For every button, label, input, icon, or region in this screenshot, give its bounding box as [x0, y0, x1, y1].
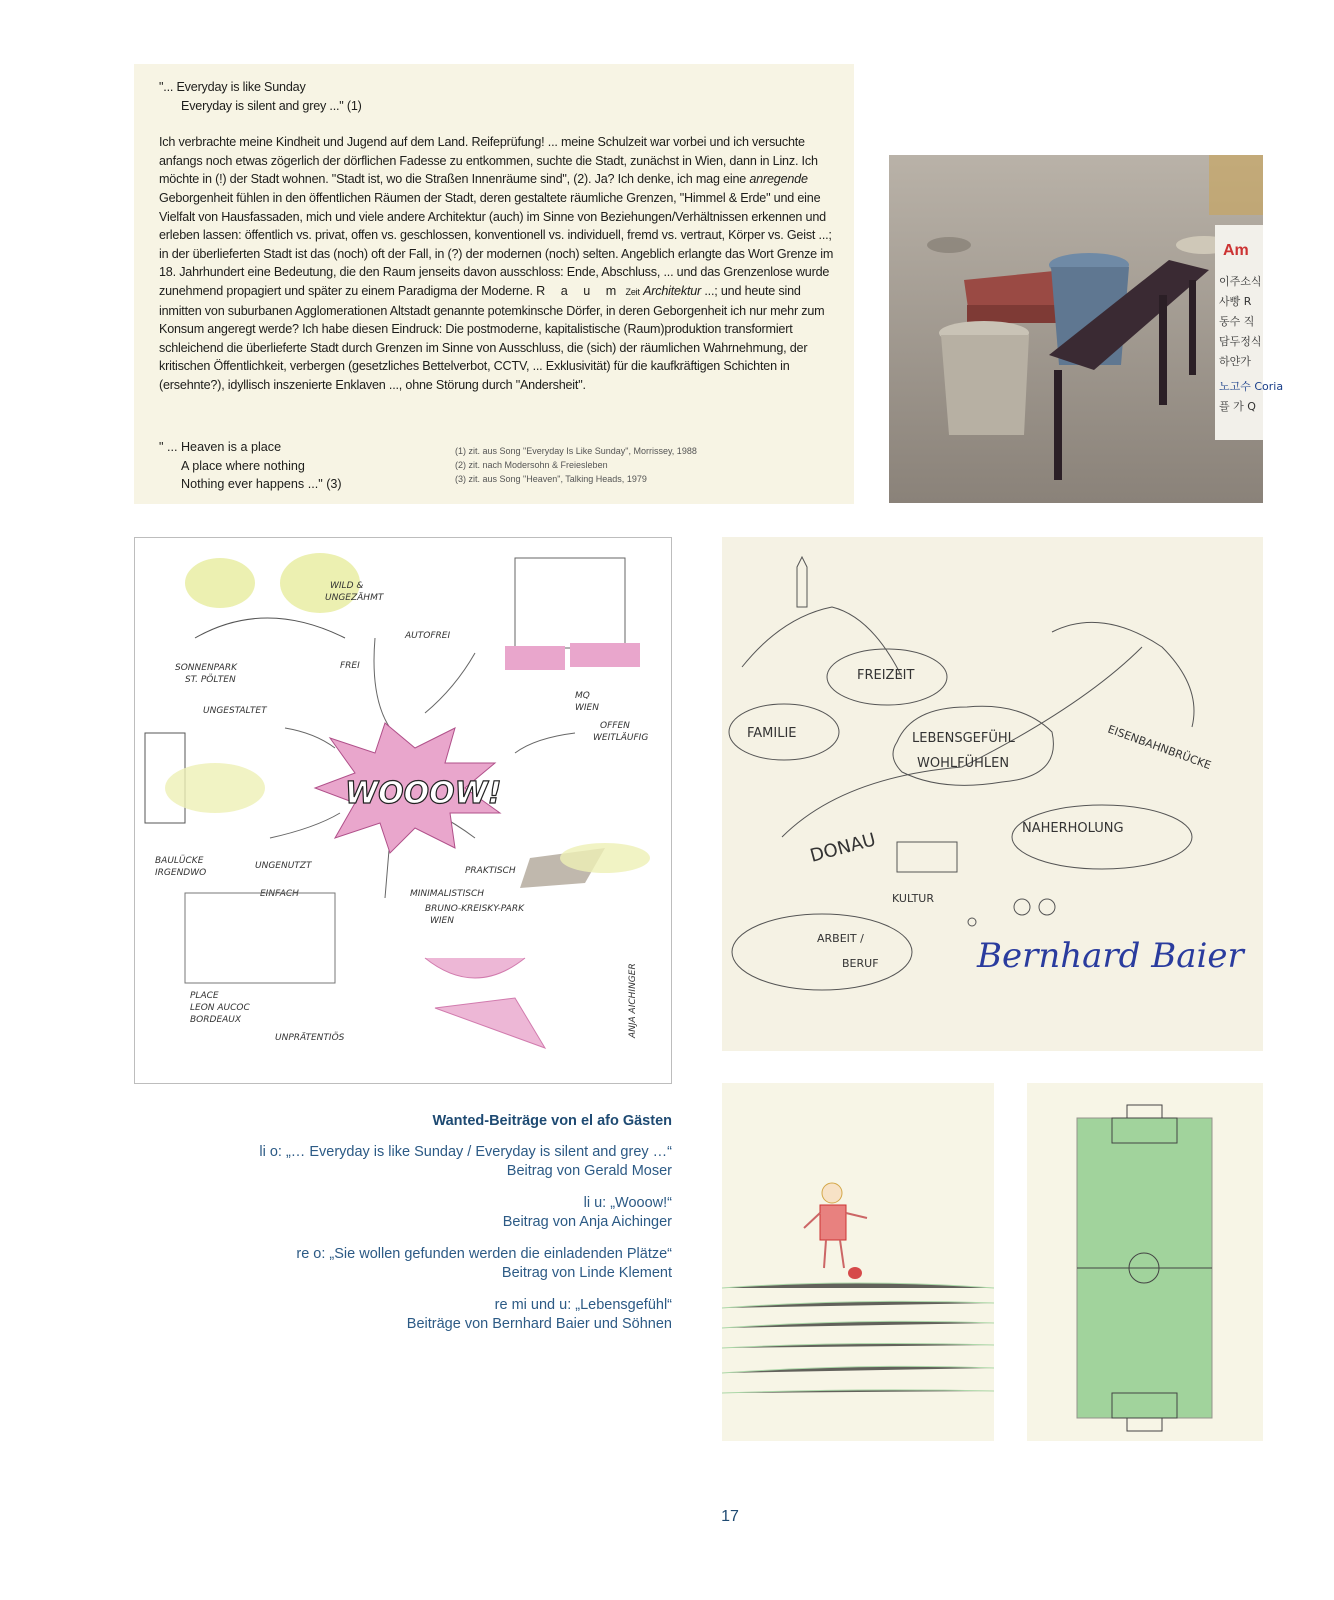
- label-einfach: EINFACH: [260, 889, 299, 899]
- essay-italic1: anregende: [749, 172, 808, 187]
- captions: [200, 1112, 672, 1347]
- label-frei: FREI: [340, 661, 360, 671]
- quote3: [159, 438, 342, 494]
- footnotes: [455, 444, 697, 486]
- captions-heading: Wanted-Beiträge von el afo Gästen: [432, 1113, 672, 1129]
- photo-sign-line: 담두정식: [1219, 335, 1262, 348]
- wooow-sketch: [134, 537, 672, 1084]
- caption-author: Beitrag von Linde Klement: [501, 1265, 672, 1281]
- label-bruno-kreisky: BRUNO-KREISKY-PARK: [425, 904, 524, 914]
- quote1-line2: Everyday is silent and grey ..." (1): [181, 98, 362, 113]
- caption-author: Beitrag von Anja Aichinger: [502, 1214, 672, 1230]
- footnote-3: (3) zit. aus Song "Heaven", Talking Heads, 1979: [455, 474, 647, 484]
- label-kultur: KULTUR: [892, 892, 934, 905]
- essay-box: [134, 64, 854, 504]
- photo-sign-line: 이주소식: [1219, 275, 1262, 288]
- essay-italic2: Architektur: [643, 283, 702, 298]
- footnote-1: (1) zit. aus Song "Everyday Is Like Sunday", Morrissey, 1988: [455, 446, 697, 456]
- child-drawing-field: [1027, 1083, 1263, 1441]
- label-weitlaeufig: WEITLÄUFIG: [593, 733, 649, 743]
- label-offen: OFFEN: [600, 721, 630, 731]
- photo-sign-line: 플 가 Q: [1219, 400, 1256, 413]
- label-wohlfuehlen: WOHLFÜHLEN: [917, 756, 1010, 771]
- essay-raum: R a u m: [536, 283, 623, 298]
- photo-sign-line: 동수 직: [1219, 315, 1255, 328]
- label-praktisch: PRAKTISCH: [465, 866, 516, 876]
- caption-author: Beitrag von Gerald Moser: [506, 1163, 672, 1179]
- wooow-text: WOOOW!: [345, 776, 502, 811]
- caption-item: [200, 1245, 672, 1284]
- photo-sign-line: 하얀가: [1219, 355, 1251, 368]
- label-wien: WIEN: [575, 703, 599, 713]
- label-wien-2: WIEN: [430, 916, 454, 926]
- label-mq: MQ: [575, 691, 590, 701]
- label-ungezaehmt: UNGEZÄHMT: [325, 593, 384, 603]
- label-ungestaltet: UNGESTALTET: [203, 706, 267, 716]
- caption-item: [200, 1296, 672, 1335]
- label-eisenbahnbruecke: EISENBAHNBRÜCKE: [1105, 722, 1213, 773]
- wooow-sketch-drawing: [135, 538, 670, 1082]
- label-anja-aichinger: ANJA AICHINGER: [628, 963, 638, 1038]
- label-familie: FAMILIE: [747, 726, 797, 741]
- label-autofrei: AUTOFREI: [405, 631, 451, 641]
- label-irgendwo: IRGENDWO: [155, 868, 207, 878]
- label-freizeit: FREIZEIT: [857, 668, 915, 683]
- essay-text: [159, 78, 834, 395]
- caption-title: li o: „… Everyday is like Sunday / Everyday is silent and grey …“: [259, 1143, 672, 1160]
- street-photo: [889, 155, 1284, 503]
- lebensgefuehl-sketch: [722, 537, 1263, 1051]
- player-drawing: [722, 1083, 994, 1441]
- footnote-2: (2) zit. nach Modersohn & Freiesleben: [455, 460, 608, 470]
- essay-part2: Geborgenheit fühlen in den öffentlichen Räumen der Stadt, deren gestaltete räumliche Grenzen, "Himmel & Erde" und eine Vielfalt von Hausfassaden, mich und viele andere Architektur (auch) im Sinne von Beziehungen/Verhältnissen erkennen und erleben lassen: öffentlich vs. privat, offen vs. geschlossen, konventionell vs. individuell, fremd vs. vertraut, Körper vs. Geist ...; in der überlieferten Stadt ist das (noch) oft der Fall, in (?) der modernen (noch) selten. Angeblich erlangte das Wort Grenze im 18. Jahrhundert eine Bedeutung, die den Raum jenseits davon ausschloss: Ende, Abschluss, ... und das Grenzenlose wurde zunehmend propagiert und später zu einem Paradigma der Moderne.: [159, 190, 834, 298]
- page-number: 17: [721, 1508, 739, 1525]
- label-bauluecke: BAULÜCKE: [155, 856, 204, 866]
- essay-zeit: Zeit: [625, 286, 640, 297]
- label-bordeaux: BORDEAUX: [190, 1015, 242, 1025]
- caption-title: re o: „Sie wollen gefunden werden die einladenden Plätze“: [296, 1245, 672, 1262]
- caption-item: [200, 1194, 672, 1233]
- label-place: PLACE: [190, 991, 219, 1001]
- signature: Bernhard Baier: [977, 936, 1244, 976]
- label-ungenutzt: UNGENUTZT: [255, 861, 312, 871]
- photo-sign-line: 노고수 Coria: [1219, 380, 1284, 393]
- field-drawing: [1027, 1083, 1263, 1441]
- quote1-line1: "... Everyday is like Sunday: [159, 80, 306, 94]
- lebensgefuehl-drawing: [722, 537, 1263, 1051]
- essay-paragraph: [159, 133, 834, 394]
- essay-part3: ...; und heute sind inmitten von suburbanen Agglomerationen Altstadt genannte potemkinsche Dörfer, in deren Geborgenheit ich nur mehr zum Konsum angeregt werde? Ich habe diesen Eindruck: Die postmoderne, kapitalistische (Raum)produktion transformiert schleichend die überlieferte Stadt durch Grenzen im Sinne von Ausschluss, die (sich) der räumlichen Wahrnehmung, der kritischen Öffentlichkeit, verbergen (gesetzliches Bettelverbot, CCTV, ... Exklusivität) für die kaufkräftigen Schichten in (ersehnte?), idyllisch inszenierte Enklaven ..., ohne Störung durch "Andersheit".: [159, 283, 825, 392]
- quote3-line2: A place where nothing: [181, 458, 305, 473]
- label-minimalistisch: MINIMALISTISCH: [410, 889, 485, 899]
- label-naherholung: NAHERHOLUNG: [1022, 821, 1124, 836]
- caption-title: re mi und u: „Lebensgefühl“: [494, 1296, 672, 1313]
- label-unpraetentioes: UNPRÄTENTIÖS: [275, 1033, 345, 1043]
- label-st-poelten: ST. PÖLTEN: [185, 675, 236, 685]
- child-drawing-player: [722, 1083, 994, 1441]
- caption-title: li u: „Wooow!“: [583, 1194, 672, 1211]
- essay-part1: Ich verbrachte meine Kindheit und Jugend auf dem Land. Reifeprüfung! ... meine Schulzeit war vorbei und ich versuchte anfangs noch etwas zögerlich der dörflichen Fadesse zu entkommen, suchte die Stadt, zunächst in Wien, dann in Linz. Ich möchte in (!) der Stadt wohnen. "Stadt ist, wo die Straßen Innenräume sind", (2). Ja? Ich denke, ich mag eine: [159, 135, 818, 187]
- quote3-line3: Nothing ever happens ..." (3): [181, 477, 342, 492]
- label-donau: DONAU: [807, 829, 878, 867]
- label-arbeit: ARBEIT /: [817, 932, 864, 945]
- caption-item: [200, 1143, 672, 1182]
- label-leon-aucoc: LEON AUCOC: [190, 1003, 250, 1013]
- street-photo-image: [889, 155, 1284, 503]
- quote3-line1: " ... Heaven is a place: [159, 440, 282, 454]
- label-wild: WILD &: [330, 581, 364, 591]
- photo-sign-line: 사빵 R: [1219, 295, 1252, 308]
- photo-sign-text: Am: [1223, 242, 1249, 259]
- caption-author: Beiträge von Bernhard Baier und Söhnen: [406, 1316, 672, 1332]
- label-beruf: BERUF: [842, 957, 879, 970]
- label-sonnenpark: SONNENPARK: [175, 663, 237, 673]
- label-lebensgefuehl: LEBENSGEFÜHL: [912, 731, 1015, 746]
